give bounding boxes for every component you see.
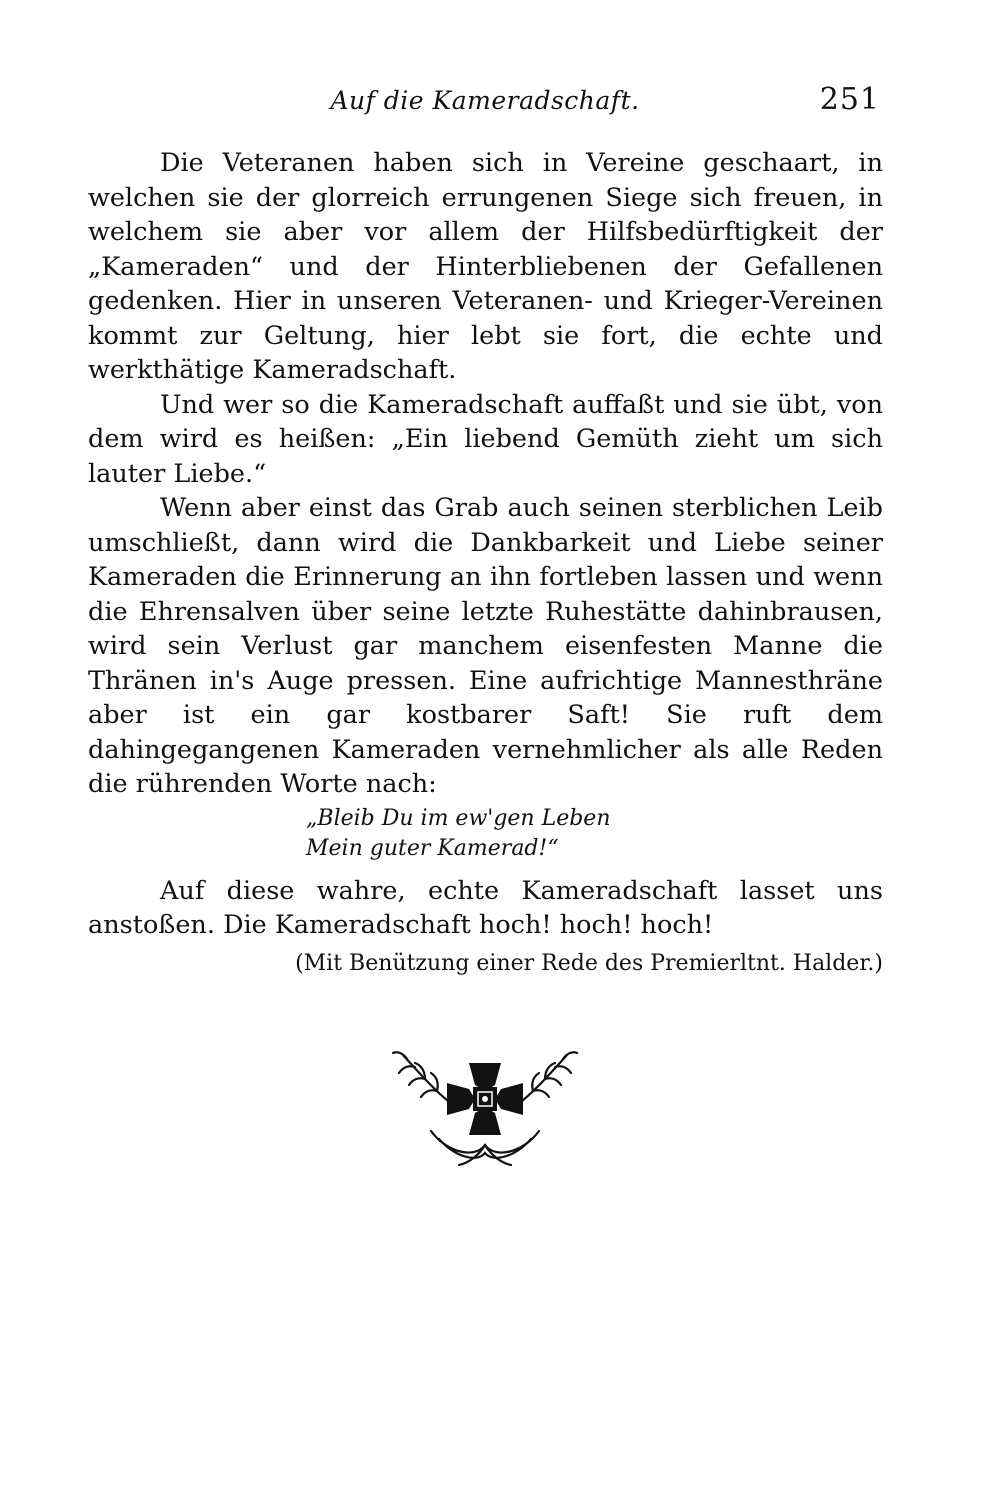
paragraph-kameradschaft: Und wer so die Kameradschaft auffaßt und sie übt, von dem wird es heißen: „Ein liebend Gemüth zieht um sich lauter Liebe.“ — [88, 389, 883, 489]
running-head — [90, 82, 880, 122]
paragraph-grave: Wenn aber einst das Grab auch seinen sterblichen Leib umschließt, dann wird die Dankbarkeit und Liebe seiner Kameraden die Erinnerung an ihn fortleben lassen und wenn die Ehrensalven über seine letzte Ruhestätte dahinbrausen, wird sein Verlust gar manchem eisenfesten Manne die Thränen in's Auge pressen. Eine aufrichtige Mannesthräne aber ist ein gar kostbarer Saft! Sie ruft dem dahingegangenen Kameraden vernehmlicher als alle Reden die rührenden Worte nach: — [88, 493, 883, 799]
paragraph-toast: Auf diese wahre, echte Kameradschaft lasset uns anstoßen. Die Kameradschaft hoch! hoch! hoch! — [88, 875, 883, 940]
body-text — [88, 146, 883, 981]
verse-line: „Bleib Du im ew'gen Leben — [306, 805, 611, 831]
running-title: Auf die Kameradschaft. — [330, 86, 640, 115]
paragraph-veterans: Die Veteranen haben sich in Vereine geschaart, in welchen sie der glorreich errungenen Siege sich freuen, in welchem sie aber vor allem der Hilfsbedürftigkeit der „Kameraden“ und der Hinterbliebenen der Gefallenen gedenken. Hier in unseren Veteranen- und Krieger-Vereinen kommt zur Geltung, hier lebt sie fort, die echte und werkthätige Kameradschaft. — [88, 148, 883, 385]
iron-cross-wreath-icon — [385, 1035, 585, 1170]
verse-quote — [306, 804, 883, 864]
attribution: (Mit Benützung einer Rede des Premierltnt. Halder.) — [295, 950, 883, 976]
verse-line: Mein guter Kamerad!“ — [306, 835, 559, 861]
page-number: 251 — [819, 82, 880, 117]
